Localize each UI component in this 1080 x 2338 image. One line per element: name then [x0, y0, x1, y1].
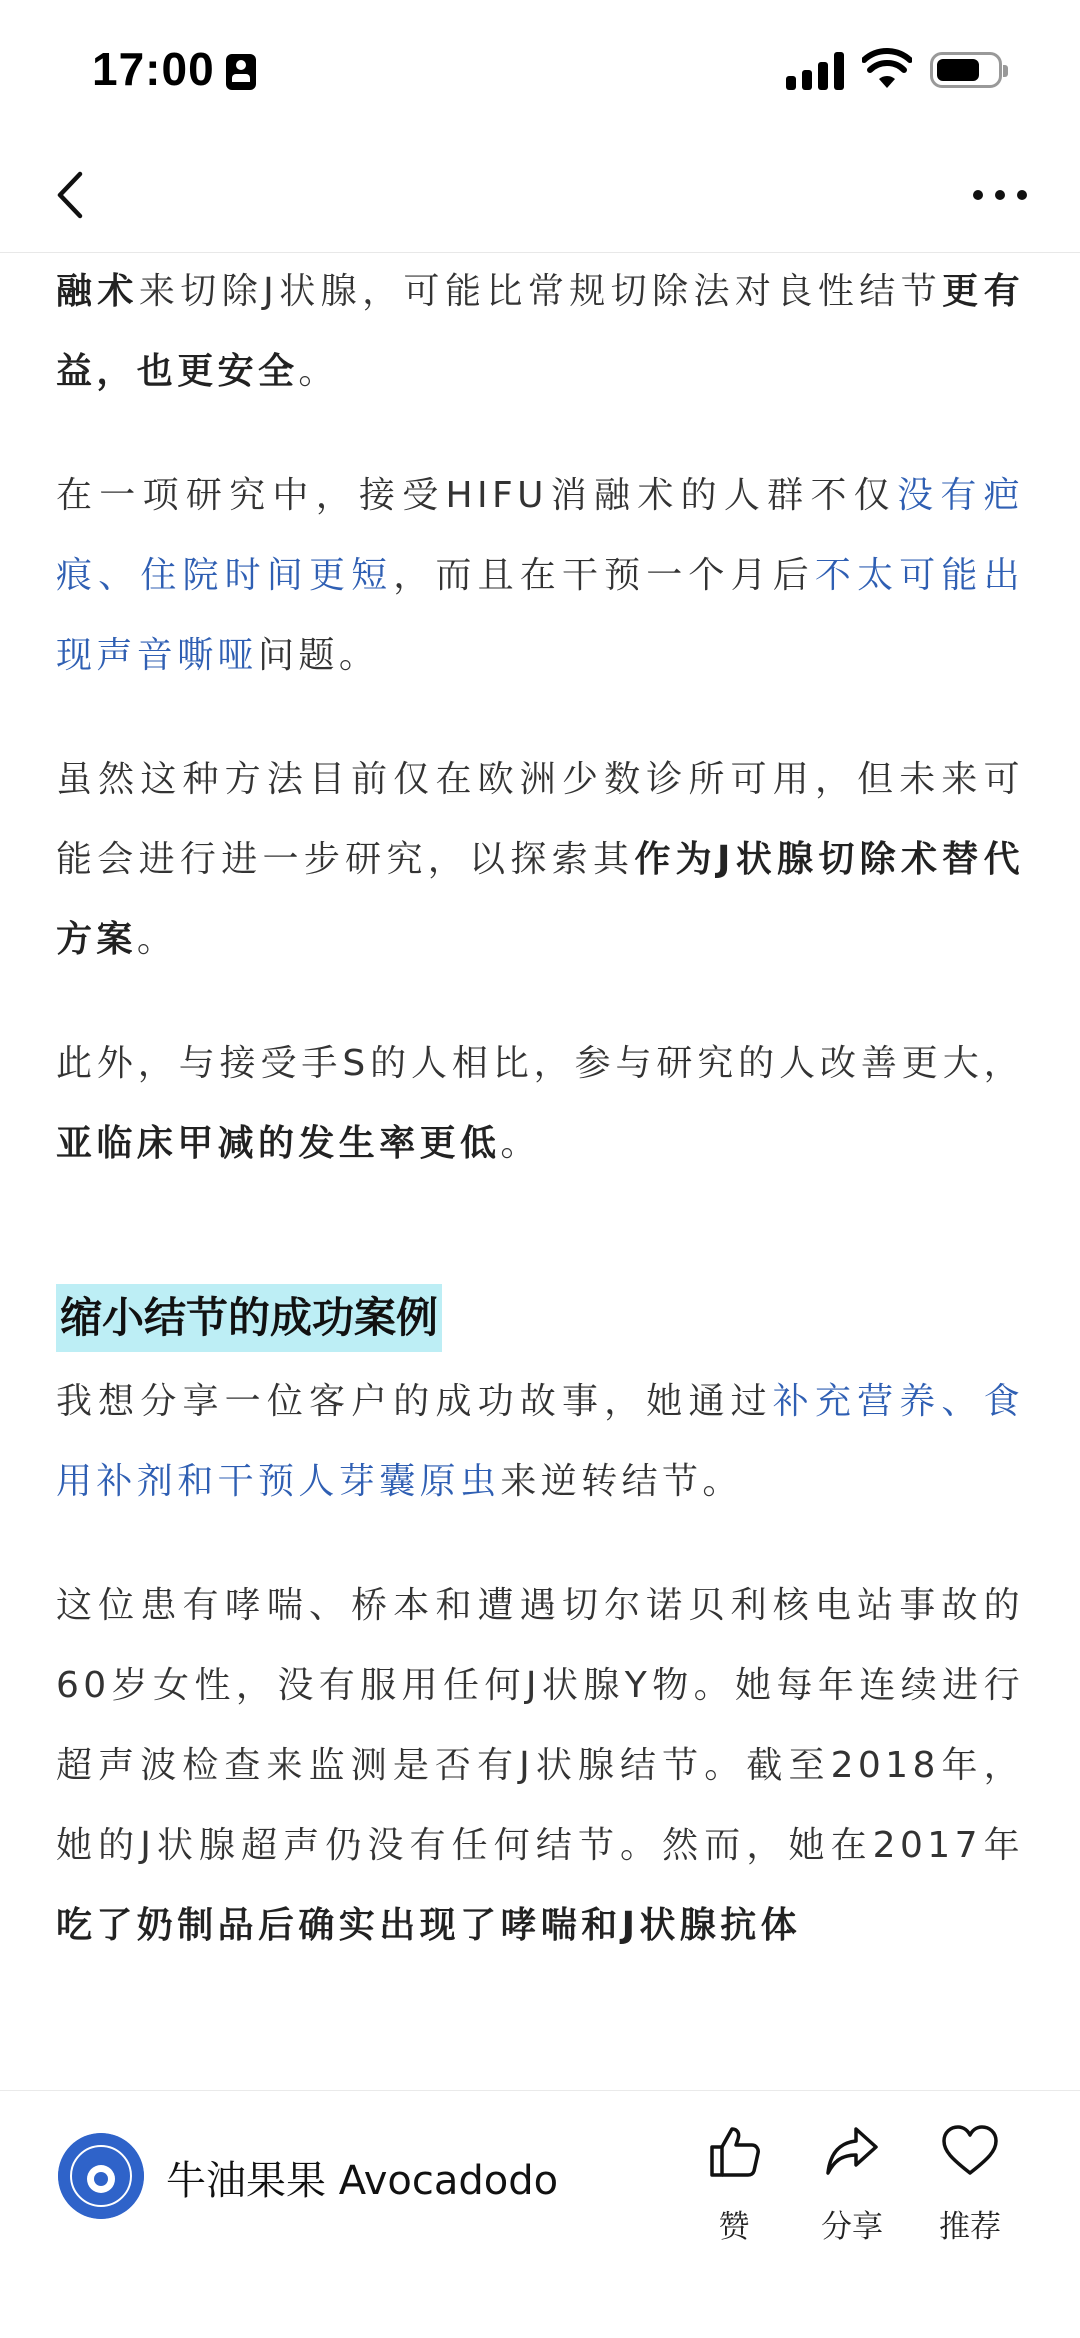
share-label: 分享	[821, 2209, 883, 2245]
article-link[interactable]: 补充营养、食用补剂和干预人芽囊原虫	[56, 1381, 1024, 1502]
heart-icon	[940, 2121, 1000, 2181]
article-paragraph	[56, 456, 1024, 696]
share-arrow-icon	[822, 2121, 882, 2181]
author-name[interactable]: 牛油果果 Avocadodo	[166, 2158, 559, 2204]
cellular-signal-icon	[786, 52, 844, 90]
paragraph-text: 此外，与接受手S的人相比，参与研究的人改善更大，	[56, 1043, 1024, 1084]
thumbs-up-icon	[704, 2121, 764, 2181]
bold-text: 作为J状腺切除术替代方案	[56, 839, 1024, 960]
article-paragraph	[56, 1362, 1024, 1522]
paragraph-text: 。	[298, 351, 339, 392]
more-dots-icon[interactable]	[960, 170, 1040, 220]
section-heading: 缩小结节的成功案例	[56, 1284, 442, 1352]
article-paragraph	[56, 740, 1024, 980]
article-body	[56, 252, 1024, 2090]
paragraph-text: 在一项研究中，接受HIFU消融术的人群不仅	[56, 475, 898, 516]
battery-icon	[930, 52, 1002, 88]
status-time: 17:00	[92, 43, 215, 95]
paragraph-text: 。	[136, 919, 178, 960]
bold-text: 亚临床甲减的发生率更低	[56, 1123, 501, 1164]
section-heading-wrap	[56, 1284, 1024, 1352]
avatar[interactable]	[58, 2133, 144, 2219]
navigation-bar	[0, 140, 1080, 253]
contact-card-icon	[226, 54, 256, 90]
article-paragraph	[56, 1566, 1024, 1966]
bold-text: 融术	[56, 271, 139, 312]
bold-text: 吃了奶制品后确实出现了哮喘和J状腺抗体	[56, 1905, 801, 1946]
like-button[interactable]	[684, 2121, 784, 2251]
recommend-label: 推荐	[939, 2209, 1001, 2245]
status-bar	[0, 0, 1080, 140]
like-label: 赞	[718, 2209, 750, 2245]
wifi-icon	[862, 48, 912, 90]
bold-text: 更有益，也更安全	[56, 271, 1024, 392]
article-paragraph	[56, 1024, 1024, 1184]
paragraph-text: 来切除J状腺，可能比常规切除法对良性结节	[138, 271, 943, 312]
chevron-left-icon[interactable]	[40, 160, 110, 230]
paragraph-text: 来逆转结节。	[500, 1461, 743, 1502]
paragraph-text: 这位患有哮喘、桥本和遭遇切尔诺贝利核电站事故的60岁女性，没有服用任何J状腺Y物。她每年连续进行超声波检查来监测是否有J状腺结节。截至2018年，她的J状腺超声仍没有任何结节。然而，她在2017年	[56, 1585, 1024, 1866]
article-section-case	[56, 1362, 1024, 1966]
article-link[interactable]: 没有疤痕、住院时间更短	[56, 475, 1024, 596]
paragraph-text: ，而且在干预一个月后	[393, 555, 815, 596]
share-button[interactable]	[802, 2121, 902, 2251]
bottom-bar	[0, 2090, 1080, 2338]
paragraph-text: 虽然这种方法目前仅在欧洲少数诊所可用，但未来可能会进行进一步研究，以探索其	[56, 759, 1024, 880]
article-paragraph	[56, 252, 1024, 412]
article-section-top	[56, 252, 1024, 1184]
paragraph-text: 问题。	[258, 635, 380, 676]
paragraph-text: 。	[500, 1123, 541, 1164]
recommend-button[interactable]	[920, 2121, 1020, 2251]
paragraph-text: 我想分享一位客户的成功故事，她通过	[56, 1381, 773, 1422]
article-link[interactable]: 不太可能出现声音嘶哑	[56, 555, 1024, 676]
